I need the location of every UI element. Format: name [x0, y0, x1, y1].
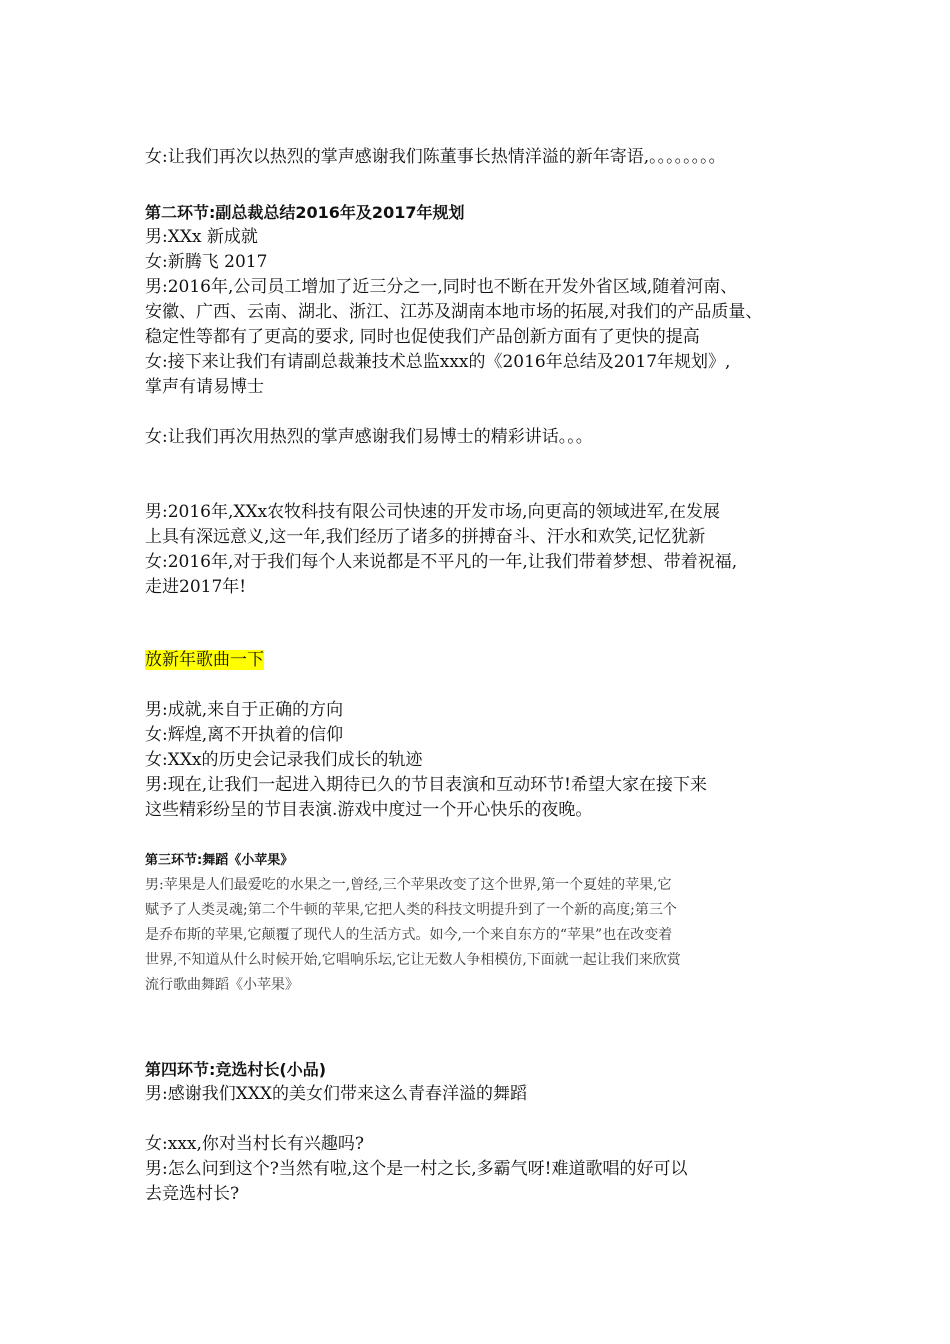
paragraph-2016-line-1: 男:2016年,公司员工增加了近三分之一,同时也不断在开发外省区域,随着河南、 — [145, 277, 738, 297]
paragraph-village-line-1: 男:怎么问到这个?当然有啦,这个是一村之长,多霸气呀!难道歌唱的好可以 — [145, 1159, 688, 1179]
paragraph-2016-line-3: 稳定性等都有了更高的要求, 同时也促使我们产品创新方面有了更快的提高 — [145, 327, 700, 347]
section-two-heading: 第二环节:副总裁总结2016年及2017年规划 — [145, 203, 465, 222]
paragraph-apple-line-5: 流行歌曲舞蹈《小苹果》 — [145, 977, 299, 993]
line-male-direction: 男:成就,来自于正确的方向 — [145, 700, 344, 720]
line-invite-vp-2: 掌声有请易博士 — [145, 377, 264, 397]
paragraph-2016-line-2: 安徽、广西、云南、湖北、浙江、江苏及湖南本地市场的拓展,对我们的产品质量、 — [145, 302, 763, 322]
line-chairman-thanks: 女:让我们再次以热烈的掌声感谢我们陈董事长热情洋溢的新年寄语,。。。。。。。。 — [145, 147, 726, 167]
line-female-belief: 女:辉煌,离不开执着的信仰 — [145, 725, 344, 745]
paragraph-company-line-1: 男:2016年,XXx农牧科技有限公司快速的开发市场,向更高的领域进军,在发展 — [145, 502, 720, 522]
line-female-history: 女:XXx的历史会记录我们成长的轨迹 — [145, 750, 423, 770]
highlighted-note — [145, 648, 825, 673]
line-invite-vp-1: 女:接下来让我们有请副总裁兼技术总监xxx的《2016年总结及2017年规划》, — [145, 352, 731, 372]
section-four-heading: 第四环节:竞选村长(小品) — [145, 1060, 327, 1079]
section-three-heading: 第三环节:舞蹈《小苹果》 — [145, 853, 294, 868]
line-thanks-dr-yi: 女:让我们再次用热烈的掌声感谢我们易博士的精彩讲话。。。 — [145, 427, 593, 447]
paragraph-company-line-2: 上具有深远意义,这一年,我们经历了诸多的拼搏奋斗、汗水和欢笑,记忆犹新 — [145, 527, 706, 547]
highlighted-note-text: 放新年歌曲一下 — [145, 650, 264, 670]
paragraph-apple-line-4: 世界,不知道从什么时候开始,它唱响乐坛,它让无数人争相模仿,下面就一起让我们来欣赏 — [145, 952, 681, 968]
paragraph-newyear-line-1: 女:2016年,对于我们每个人来说都是不平凡的一年,让我们带着梦想、带着祝福, — [145, 552, 738, 572]
line-thanks-dancers: 男:感谢我们XXX的美女们带来这么青春洋溢的舞蹈 — [145, 1084, 528, 1104]
paragraph-apple-line-2: 赋予了人类灵魂;第二个牛顿的苹果,它把人类的科技文明提升到了一个新的高度;第三个 — [145, 902, 677, 918]
line-female-question: 女:xxx,你对当村长有兴趣吗? — [145, 1134, 365, 1154]
paragraph-program-line-2: 这些精彩纷呈的节目表演.游戏中度过一个开心快乐的夜晚。 — [145, 800, 593, 820]
line-male-achievement: 男:XXx 新成就 — [145, 227, 258, 247]
paragraph-village-line-2: 去竞选村长? — [145, 1184, 240, 1204]
paragraph-newyear-line-2: 走进2017年! — [145, 577, 247, 597]
paragraph-apple-line-1: 男:苹果是人们最爱吃的水果之一,曾经,三个苹果改变了这个世界,第一个夏娃的苹果,它 — [145, 877, 672, 893]
paragraph-apple-line-3: 是乔布斯的苹果,它颠覆了现代人的生活方式。如今,一个来自东方的“苹果”也在改变着 — [145, 927, 673, 943]
paragraph-program-line-1: 男:现在,让我们一起进入期待已久的节目表演和互动环节!希望大家在接下来 — [145, 775, 707, 795]
line-female-takeoff: 女:新腾飞 2017 — [145, 252, 268, 272]
